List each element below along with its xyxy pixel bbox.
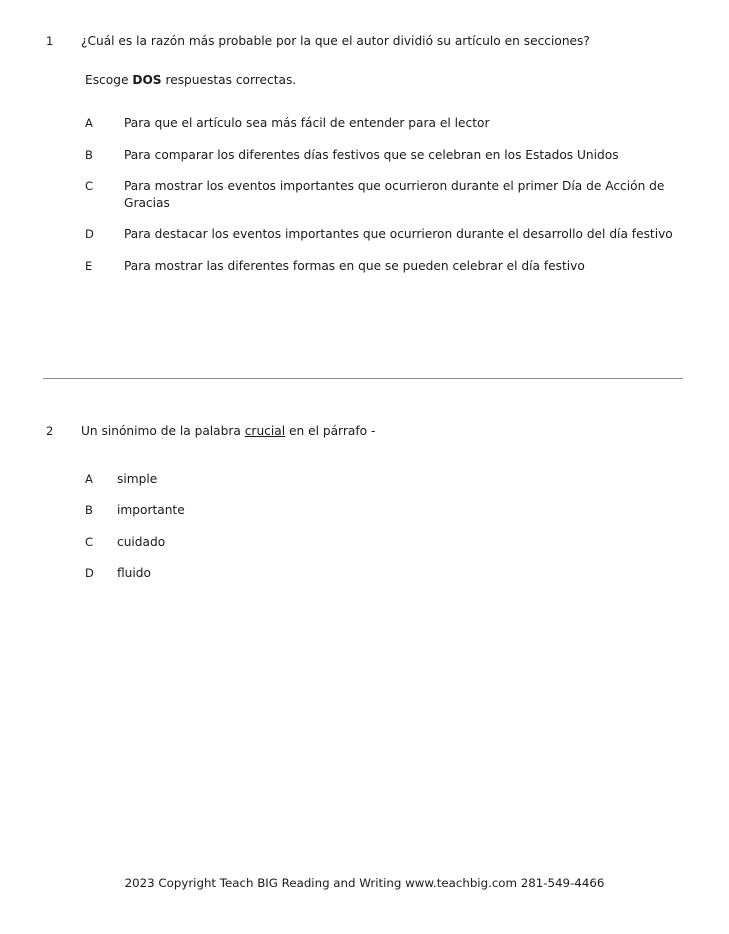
question-2 <box>0 423 729 597</box>
option-d[interactable] <box>0 565 729 582</box>
question-2-prompt <box>81 423 683 440</box>
option-d[interactable] <box>0 226 729 243</box>
question-2-keyword: crucial <box>244 424 286 438</box>
option-b[interactable] <box>0 147 729 164</box>
instruction-text-before: Escoge <box>85 72 133 87</box>
question-2-prompt-prefix: Un sinónimo de la palabra <box>81 424 245 438</box>
option-a-text: simple <box>117 471 158 486</box>
question-1-number: 1 <box>46 34 54 48</box>
option-a[interactable] <box>0 471 729 488</box>
option-a[interactable] <box>0 115 729 132</box>
section-divider <box>43 378 683 379</box>
question-1-header <box>0 33 729 50</box>
copyright-footer: 2023 Copyright Teach BIG Reading and Writing www.teachbig.com 281-549-4466 <box>124 876 605 890</box>
instruction-text-after: respuestas correctas. <box>161 72 297 87</box>
option-a-letter: A <box>85 116 93 130</box>
option-c-letter: C <box>85 179 94 193</box>
option-e-text: Para mostrar las diferentes formas en que se pueden celebrar el día festivo <box>124 258 585 273</box>
question-2-prompt-suffix: en el párrafo - <box>285 424 376 438</box>
option-c-text: Para mostrar los eventos importantes que ocurrieron durante el primer Día de Acción de Gracias <box>124 179 665 210</box>
option-c-text: cuidado <box>117 534 166 549</box>
question-1-prompt: ¿Cuál es la razón más probable por la que el autor dividió su artículo en secciones? <box>81 34 590 48</box>
question-1 <box>0 33 729 274</box>
option-c[interactable] <box>0 534 729 551</box>
option-b-text: Para comparar los diferentes días festivos que se celebran en los Estados Unidos <box>124 147 619 162</box>
option-c-letter: C <box>85 534 94 549</box>
question-1-options <box>0 115 729 274</box>
question-2-options <box>0 471 729 582</box>
option-e-letter: E <box>85 258 93 273</box>
question-1-instruction <box>0 72 729 89</box>
option-a-letter: A <box>85 471 93 486</box>
option-d-text: Para destacar los eventos importantes que ocurrieron durante el desarrollo del día festivo <box>124 227 673 241</box>
option-a-text: Para que el artículo sea más fácil de entender para el lector <box>124 116 490 130</box>
option-b-text: importante <box>117 503 185 517</box>
option-d-text: fluido <box>117 566 151 580</box>
question-2-header <box>0 423 729 440</box>
option-b-letter: B <box>85 147 93 162</box>
option-e[interactable] <box>0 258 729 275</box>
option-c[interactable] <box>0 178 729 211</box>
option-d-letter: D <box>85 566 94 580</box>
instruction-emphasis: DOS <box>132 72 162 87</box>
question-2-number: 2 <box>46 424 54 438</box>
option-d-letter: D <box>85 227 94 241</box>
option-b[interactable] <box>0 502 729 519</box>
option-b-letter: B <box>85 503 93 517</box>
